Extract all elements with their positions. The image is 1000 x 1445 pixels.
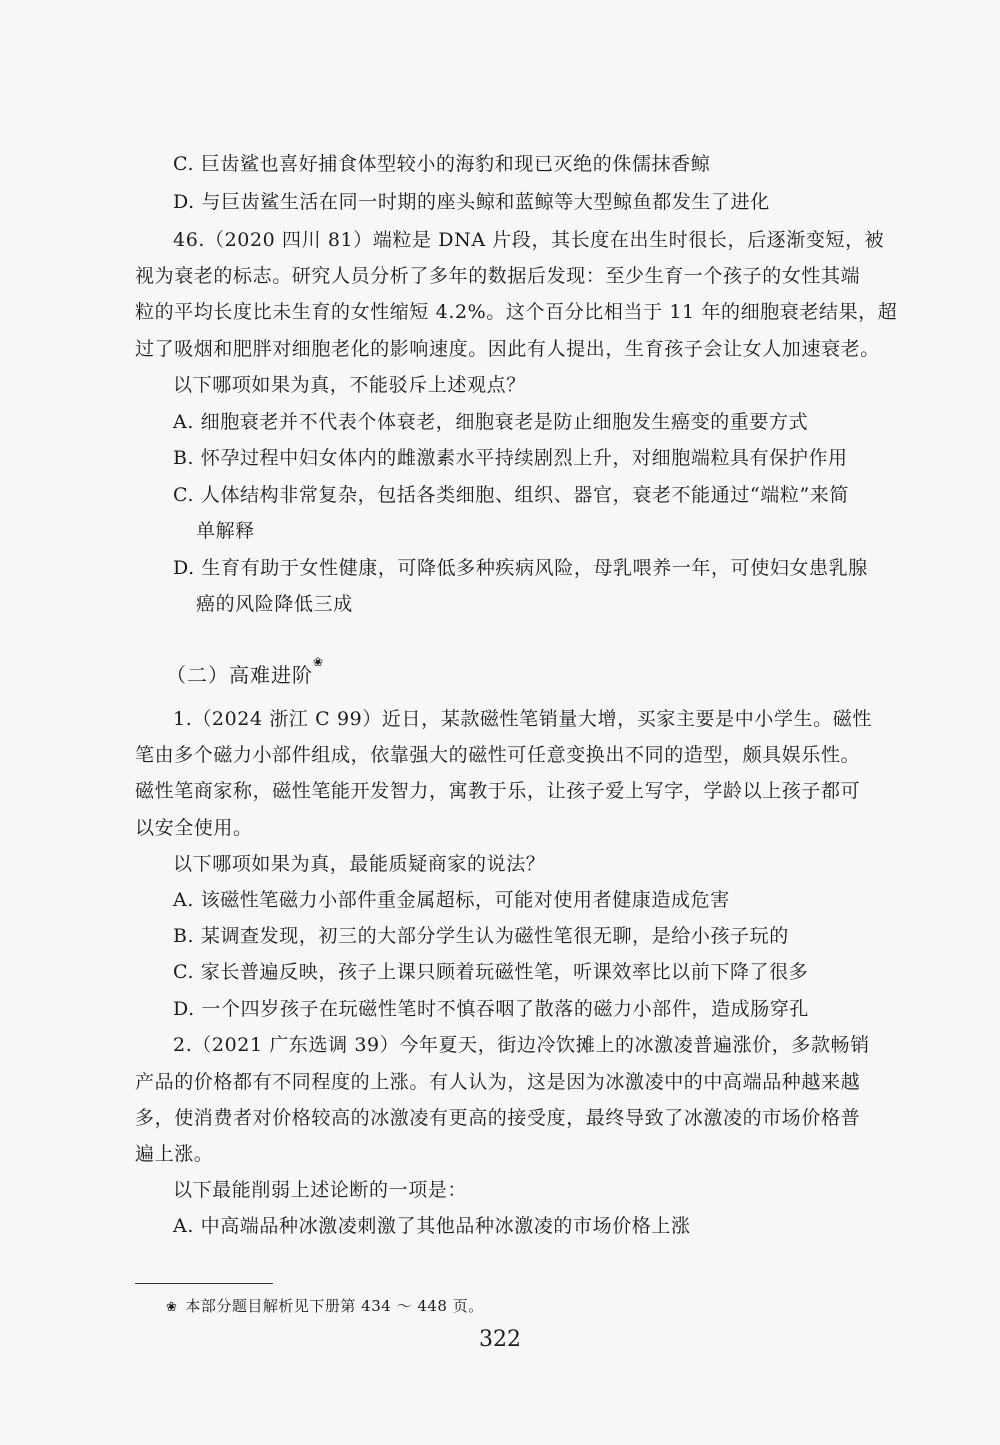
q1-option-d: D. 一个四岁孩子在玩磁性笔时不慎吞咽了散落的磁力小部件，造成肠穿孔: [173, 998, 810, 1020]
q1-stem-line-4: 以安全使用。: [135, 817, 253, 839]
q46-option-b: B. 怀孕过程中妇女体内的雌激素水平持续剧烈上升，对细胞端粒具有保护作用: [173, 447, 848, 469]
q46-option-d-line-2: 癌的风险降低三成: [196, 593, 353, 615]
q46-stem-line-3: 粒的平均长度比未生育的女性缩短 4.2%。这个百分比相当于 11 年的细胞衰老结果，超: [135, 301, 898, 323]
q46-option-c-line-1: C. 人体结构非常复杂，包括各类细胞、组织、器官，衰老不能通过“端粒”来简: [173, 484, 849, 506]
q1-option-b: B. 某调查发现，初三的大部分学生认为磁性笔很无聊，是给小孩子玩的: [173, 925, 789, 947]
section-title: （二）高难进阶: [166, 663, 313, 687]
q2-stem-line-1: 2.（2021 广东选调 39）今年夏天，街边冷饮摊上的冰激凌普遍涨价，多款畅销: [173, 1034, 870, 1056]
q1-stem-line-1: 1.（2024 浙江 C 99）近日，某款磁性笔销量大增，买家主要是中小学生。磁性: [173, 708, 872, 730]
q46-stem-line-2: 视为衰老的标志。研究人员分析了多年的数据后发现：至少生育一个孩子的女性其端: [135, 265, 861, 287]
footnote: [166, 1296, 484, 1318]
q46-option-a: A. 细胞衰老并不代表个体衰老，细胞衰老是防止细胞发生癌变的重要方式: [173, 411, 809, 433]
flower-icon: ❀: [313, 655, 324, 669]
footnote-text: 本部分题目解析见下册第 434 ～ 448 页。: [185, 1297, 484, 1315]
option-c-prev: C. 巨齿鲨也喜好捕食体型较小的海豹和现已灭绝的侏儒抹香鲸: [173, 153, 711, 175]
q1-option-c: C. 家长普遍反映，孩子上课只顾着玩磁性笔，听课效率比以前下降了很多: [173, 961, 809, 983]
q46-stem-line-4: 过了吸烟和肥胖对细胞老化的影响速度。因此有人提出，生育孩子会让女人加速衰老。: [135, 338, 880, 360]
q46-stem-line-1: 46.（2020 四川 81）端粒是 DNA 片段，其长度在出生时很长，后逐渐变短，被: [173, 229, 885, 251]
page-number: 322: [479, 1327, 521, 1352]
q2-stem-line-4: 遍上涨。: [135, 1143, 214, 1165]
q2-question: 以下最能削弱上述论断的一项是：: [173, 1179, 468, 1201]
flower-icon: ❀: [166, 1300, 178, 1315]
q2-option-a: A. 中高端品种冰激凌刺激了其他品种冰激凌的市场价格上涨: [173, 1215, 691, 1237]
q2-stem-line-2: 产品的价格都有不同程度的上涨。有人认为，这是因为冰激凌中的中高端品种越来越: [135, 1071, 861, 1093]
q46-option-d-line-1: D. 生育有助于女性健康，可降低多种疾病风险，母乳喂养一年，可使妇女患乳腺: [173, 557, 868, 579]
q1-question: 以下哪项如果为真，最能质疑商家的说法？: [173, 853, 546, 875]
q1-stem-line-2: 笔由多个磁力小部件组成，依靠强大的磁性可任意变换出不同的造型，颇具娱乐性。: [135, 744, 861, 766]
q46-question: 以下哪项如果为真，不能驳斥上述观点？: [173, 374, 526, 396]
q46-option-c-line-2: 单解释: [196, 520, 255, 542]
q1-option-a: A. 该磁性笔磁力小部件重金属超标，可能对使用者健康造成危害: [173, 889, 730, 911]
footnote-rule: [135, 1283, 273, 1284]
q2-stem-line-3: 多，使消费者对价格较高的冰激凌有更高的接受度，最终导致了冰激凌的市场价格普: [135, 1107, 861, 1129]
q1-stem-line-3: 磁性笔商家称，磁性笔能开发智力，寓教于乐，让孩子爱上写字，学龄以上孩子都可: [135, 780, 861, 802]
option-d-prev: D. 与巨齿鲨生活在同一时期的座头鲸和蓝鲸等大型鲸鱼都发生了进化: [173, 191, 770, 213]
